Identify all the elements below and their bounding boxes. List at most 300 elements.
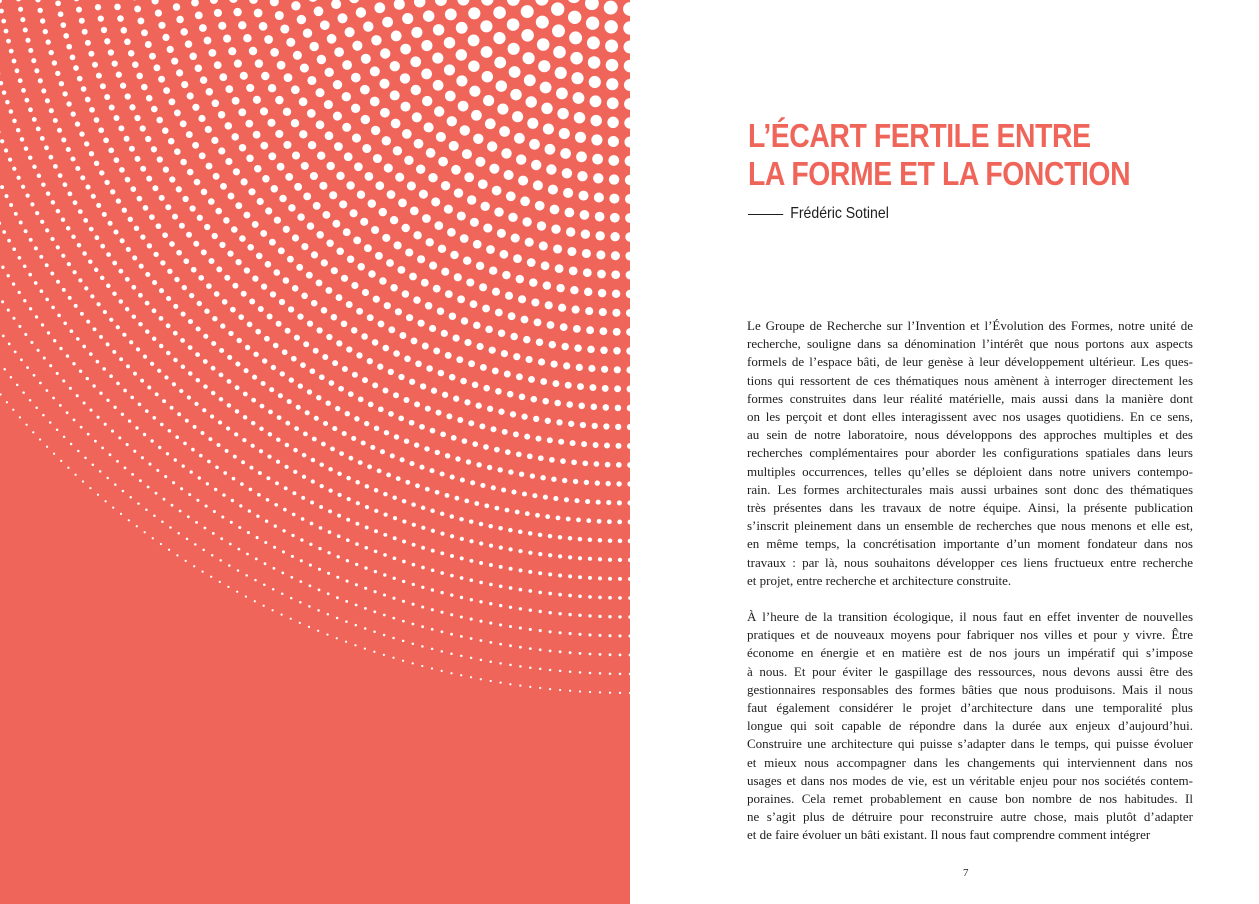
halftone-dot [286, 38, 295, 47]
halftone-dot [591, 404, 598, 411]
halftone-dot [307, 76, 316, 85]
halftone-dot [310, 522, 314, 526]
halftone-dot [157, 156, 163, 162]
halftone-dot [571, 459, 577, 465]
halftone-dot [513, 431, 519, 437]
halftone-dot [143, 433, 146, 436]
halftone-dot [529, 609, 532, 612]
halftone-dot [466, 459, 471, 464]
halftone-dot [24, 333, 27, 336]
halftone-dot [182, 285, 187, 290]
halftone-dot [553, 496, 558, 501]
halftone-dot [431, 667, 433, 669]
halftone-dot [49, 364, 52, 367]
halftone-dot [229, 543, 232, 546]
halftone-dot [618, 577, 622, 581]
halftone-dot [66, 147, 71, 152]
halftone-dot [470, 676, 472, 678]
halftone-dot [55, 71, 60, 76]
halftone-dot [356, 501, 360, 505]
halftone-dot [12, 282, 15, 285]
halftone-dot [588, 614, 591, 617]
halftone-dot [88, 51, 94, 57]
halftone-dot [527, 258, 536, 267]
halftone-dot [543, 281, 551, 289]
halftone-dot [407, 181, 416, 190]
halftone-dot [336, 172, 344, 180]
halftone-dot [327, 34, 337, 44]
halftone-dot [206, 482, 209, 485]
halftone-dot [56, 245, 60, 249]
halftone-dot [388, 369, 394, 375]
halftone-dot [235, 409, 240, 414]
halftone-dot [85, 97, 91, 103]
halftone-dot [325, 68, 334, 77]
halftone-dot [97, 494, 99, 496]
halftone-dot [102, 212, 107, 217]
halftone-dot [510, 333, 518, 341]
halftone-dot [96, 360, 100, 364]
halftone-dot [392, 637, 395, 640]
halftone-dot [102, 367, 106, 371]
halftone-dot [241, 460, 245, 464]
halftone-dot [565, 382, 572, 389]
halftone-dot [368, 199, 376, 207]
halftone-dot [382, 234, 390, 242]
halftone-dot [296, 405, 301, 410]
halftone-dot [598, 596, 602, 600]
halftone-dot [276, 321, 282, 327]
halftone-dot [186, 538, 189, 541]
halftone-dot [310, 42, 319, 51]
halftone-dot [188, 345, 193, 350]
halftone-dot [238, 526, 241, 529]
halftone-dot [460, 576, 464, 580]
halftone-dot [438, 245, 446, 253]
halftone-dot [109, 318, 113, 322]
halftone-dot [5, 194, 9, 198]
halftone-dot [253, 352, 258, 357]
halftone-dot [312, 437, 317, 442]
halftone-dot [79, 370, 82, 373]
halftone-dot [40, 289, 44, 293]
halftone-dot [254, 600, 256, 602]
halftone-dot [609, 653, 612, 656]
halftone-dot [419, 465, 424, 470]
halftone-dot [508, 547, 512, 551]
halftone-dot [445, 493, 450, 498]
text-line: au sein de notre laboratoire, nous développons des approches multiples et des [747, 427, 1193, 443]
halftone-dot [137, 17, 144, 24]
halftone-dot [499, 565, 503, 569]
halftone-dot [480, 483, 485, 488]
halftone-dot [587, 36, 600, 49]
halftone-dot [195, 521, 198, 524]
halftone-dot [140, 234, 145, 239]
halftone-dot [524, 434, 530, 440]
halftone-dot [135, 426, 138, 429]
halftone-dot [273, 546, 276, 549]
halftone-dot [568, 555, 572, 559]
halftone-dot [374, 529, 378, 533]
halftone-dot [317, 630, 319, 632]
halftone-dot [44, 145, 49, 150]
halftone-dot [292, 151, 300, 159]
halftone-dot [4, 148, 8, 152]
halftone-dot [40, 18, 45, 23]
halftone-dot [72, 362, 75, 365]
halftone-dot [129, 104, 135, 110]
halftone-dot [285, 328, 291, 334]
halftone-dot [429, 325, 436, 332]
halftone-dot [322, 211, 330, 219]
halftone-dot [119, 167, 125, 173]
halftone-dot [570, 286, 578, 294]
halftone-dot [122, 490, 125, 493]
halftone-dot [549, 341, 557, 349]
halftone-dot [291, 555, 294, 558]
halftone-dot [608, 558, 612, 562]
halftone-dot [314, 416, 319, 421]
halftone-dot [294, 426, 299, 431]
halftone-dot [128, 419, 131, 422]
halftone-dot [104, 423, 107, 426]
halftone-dot [613, 328, 621, 336]
halftone-dot [145, 508, 148, 511]
halftone-dot [489, 602, 492, 605]
halftone-dot [49, 50, 54, 55]
halftone-dot [69, 387, 72, 390]
halftone-dot [432, 53, 443, 64]
halftone-dot [39, 438, 41, 440]
halftone-dot [285, 173, 293, 181]
halftone-dot [483, 224, 492, 233]
halftone-dot [431, 608, 434, 611]
halftone-dot [269, 387, 274, 392]
halftone-dot [297, 213, 305, 221]
halftone-dot [454, 188, 463, 197]
halftone-dot [279, 299, 285, 305]
halftone-dot [71, 111, 76, 116]
halftone-dot [82, 480, 84, 482]
halftone-dot [310, 501, 314, 505]
halftone-dot [292, 234, 299, 241]
halftone-dot [331, 267, 338, 274]
halftone-dot [329, 191, 337, 199]
halftone-dot [404, 439, 409, 444]
halftone-dot [196, 326, 201, 331]
halftone-dot [21, 88, 26, 93]
halftone-dot [159, 344, 164, 349]
text-line: pratiques et de nouveaux moyens pour fabriquer nos villes et pour y vivre. Être [747, 627, 1193, 643]
halftone-dot [365, 526, 369, 530]
halftone-dot [73, 200, 78, 205]
halftone-dot [139, 264, 144, 269]
halftone-dot [321, 442, 326, 447]
halftone-dot [7, 309, 10, 312]
halftone-dot [80, 175, 85, 180]
halftone-dot [255, 59, 263, 67]
halftone-dot [489, 563, 493, 567]
halftone-dot [499, 643, 502, 646]
halftone-dot [83, 218, 88, 223]
halftone-dot [283, 141, 291, 149]
halftone-dot [259, 427, 264, 432]
halftone-dot [538, 552, 542, 556]
halftone-dot [203, 334, 208, 339]
halftone-dot [219, 242, 225, 248]
text-line: Le Groupe de Recherche sur l’Invention et l’Évolution des Formes, notre unité de [747, 318, 1193, 333]
halftone-dot [35, 211, 39, 215]
halftone-dot [460, 556, 464, 560]
halftone-dot [160, 423, 164, 427]
halftone-dot [104, 500, 106, 502]
halftone-dot [71, 235, 76, 240]
halftone-dot [383, 593, 386, 596]
halftone-dot [37, 174, 42, 179]
halftone-dot [415, 361, 422, 368]
halftone-dot [351, 436, 356, 441]
halftone-dot [479, 600, 482, 603]
halftone-dot [566, 401, 573, 408]
halftone-dot [136, 347, 140, 351]
halftone-dot [393, 536, 397, 540]
halftone-dot [374, 550, 378, 554]
halftone-dot [341, 275, 348, 282]
halftone-dot [118, 436, 121, 439]
halftone-dot [444, 64, 455, 75]
halftone-dot [168, 98, 175, 105]
halftone-dot [228, 193, 235, 200]
halftone-dot [212, 233, 218, 239]
halftone-dot [98, 127, 104, 133]
halftone-dot [116, 382, 120, 386]
halftone-dot [214, 291, 220, 297]
halftone-dot [604, 1, 618, 15]
halftone-dot [549, 669, 552, 672]
halftone-dot [296, 264, 303, 271]
halftone-dot [548, 553, 552, 557]
halftone-dot [248, 188, 255, 195]
halftone-dot [386, 259, 394, 267]
halftone-dot [579, 671, 582, 674]
halftone-dot [519, 626, 522, 629]
halftone-dot [46, 389, 49, 392]
halftone-dot [176, 69, 183, 76]
halftone-dot [479, 423, 485, 429]
halftone-dot [193, 241, 199, 247]
halftone-dot [298, 383, 303, 388]
author-byline [748, 205, 889, 223]
halftone-dot [294, 335, 300, 341]
halftone-dot [460, 635, 463, 638]
halftone-dot [74, 474, 76, 476]
halftone-dot [193, 425, 197, 429]
halftone-dot [262, 175, 270, 183]
halftone-dot [582, 460, 588, 466]
halftone-dot [195, 64, 203, 72]
halftone-dot [284, 465, 288, 469]
halftone-dot [263, 605, 265, 607]
halftone-dot [598, 615, 601, 618]
halftone-dot [103, 137, 109, 143]
halftone-dot [393, 146, 402, 155]
halftone-dot [562, 168, 572, 178]
halftone-dot [528, 376, 535, 383]
halftone-dot [560, 458, 566, 464]
halftone-dot [28, 107, 33, 112]
halftone-dot [581, 441, 587, 447]
halftone-dot [97, 416, 100, 419]
halftone-dot [114, 115, 120, 121]
halftone-dot [315, 88, 324, 97]
halftone-dot [456, 356, 463, 363]
halftone-dot [23, 27, 28, 32]
halftone-dot [195, 11, 203, 19]
halftone-dot [401, 224, 409, 232]
halftone-dot [194, 543, 197, 546]
halftone-dot [235, 259, 241, 265]
halftone-dot [114, 483, 117, 486]
halftone-dot [459, 517, 464, 522]
halftone-dot [276, 460, 280, 464]
halftone-dot [383, 512, 387, 516]
halftone-dot [364, 421, 369, 426]
halftone-dot [317, 55, 326, 64]
halftone-dot [399, 332, 406, 339]
halftone-dot [82, 345, 86, 349]
halftone-dot [597, 519, 602, 524]
halftone-dot [327, 551, 330, 554]
halftone-dot [391, 31, 402, 42]
halftone-dot [444, 205, 453, 214]
halftone-dot [264, 541, 267, 544]
halftone-dot [491, 485, 496, 490]
halftone-dot [271, 365, 276, 370]
halftone-dot [6, 401, 8, 403]
halftone-dot [412, 112, 422, 122]
halftone-dot [73, 419, 76, 422]
halftone-dot [261, 72, 269, 80]
halftone-dot [599, 691, 601, 693]
halftone-dot [241, 178, 248, 185]
halftone-dot [136, 73, 143, 80]
halftone-dot [66, 411, 69, 414]
halftone-dot [374, 2, 385, 13]
halftone-dot [400, 457, 405, 462]
halftone-dot [594, 192, 604, 202]
halftone-dot [419, 424, 425, 430]
halftone-dot [113, 230, 118, 235]
article-title [748, 117, 1161, 193]
halftone-dot [441, 268, 449, 276]
halftone-dot [404, 356, 411, 363]
halftone-dot [6, 39, 11, 44]
halftone-dot [120, 83, 126, 89]
halftone-dot [152, 537, 154, 539]
halftone-dot [211, 137, 218, 144]
halftone-dot [219, 372, 224, 377]
halftone-dot [574, 498, 579, 503]
halftone-dot [49, 421, 52, 424]
halftone-dot [473, 322, 481, 330]
halftone-dot [309, 584, 312, 587]
halftone-dot [180, 120, 187, 127]
halftone-dot [574, 112, 585, 123]
halftone-dot [202, 549, 205, 552]
halftone-dot [336, 637, 338, 639]
halftone-dot [342, 92, 351, 101]
halftone-dot [96, 203, 101, 208]
halftone-dot [46, 191, 51, 196]
halftone-dot [521, 5, 534, 18]
halftone-dot [397, 266, 405, 274]
halftone-dot [285, 443, 290, 448]
halftone-dot [519, 607, 522, 610]
halftone-dot [584, 480, 589, 485]
halftone-dot [238, 21, 246, 29]
halftone-dot [101, 27, 107, 33]
halftone-dot [499, 681, 501, 683]
halftone-dot [148, 463, 151, 466]
halftone-dot [362, 144, 371, 153]
halftone-dot [431, 529, 435, 533]
halftone-dot [487, 465, 492, 470]
halftone-dot [400, 102, 410, 112]
halftone-dot [378, 320, 385, 327]
halftone-dot [330, 446, 335, 451]
halftone-dot [596, 250, 605, 259]
halftone-dot [470, 657, 473, 660]
halftone-dot [597, 270, 606, 279]
halftone-dot [480, 639, 483, 642]
halftone-dot [398, 199, 407, 208]
halftone-dot [19, 416, 21, 418]
halftone-dot [348, 456, 353, 461]
halftone-dot [529, 647, 532, 650]
halftone-dot [566, 517, 571, 522]
text-line: faut également considérer le projet d’architecture dans une temporalité plus [747, 700, 1193, 716]
halftone-dot [196, 378, 201, 383]
halftone-dot [549, 457, 555, 463]
halftone-dot [537, 38, 550, 51]
halftone-dot [1, 300, 4, 303]
halftone-dot [234, 432, 238, 436]
halftone-dot [582, 249, 591, 258]
halftone-dot [232, 477, 236, 481]
halftone-dot [22, 391, 25, 394]
halftone-dot [483, 95, 494, 106]
halftone-dot [552, 24, 565, 37]
halftone-dot [409, 379, 415, 385]
halftone-dot [377, 364, 383, 370]
halftone-dot [499, 584, 503, 588]
halftone-dot [251, 444, 255, 448]
halftone-dot [489, 660, 492, 663]
halftone-dot [305, 410, 310, 415]
halftone-dot [153, 252, 158, 257]
halftone-dot [291, 1, 300, 10]
halftone-dot [126, 364, 130, 368]
halftone-dot [395, 173, 404, 182]
halftone-dot [73, 65, 79, 71]
halftone-dot [619, 673, 622, 676]
halftone-dot [223, 217, 230, 224]
halftone-dot [217, 443, 221, 447]
halftone-dot [162, 127, 169, 134]
halftone-dot [373, 631, 376, 634]
halftone-dot [521, 414, 527, 420]
